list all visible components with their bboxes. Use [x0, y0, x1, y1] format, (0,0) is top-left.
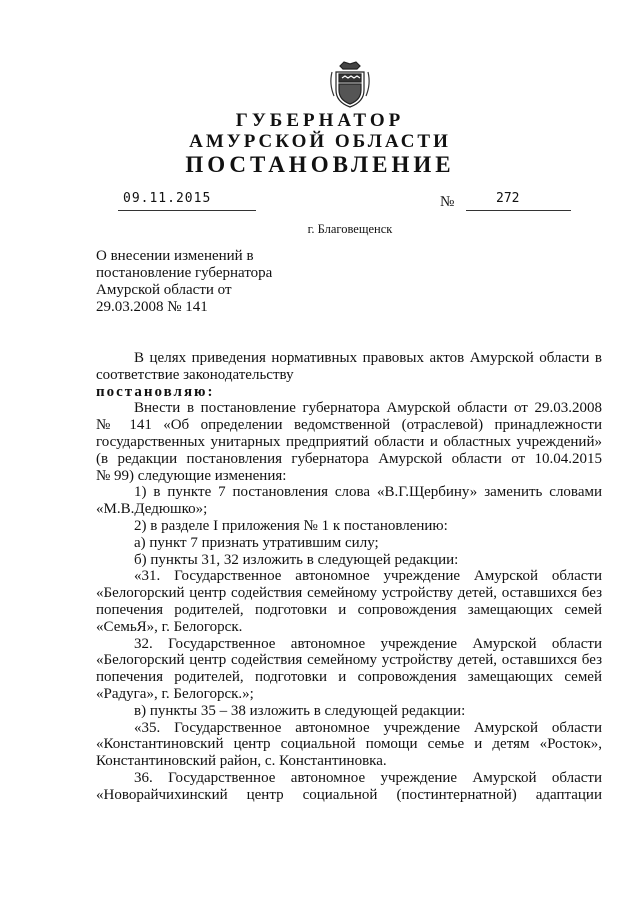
- body-text-line: 36. Государственное автономное учреждение Амурской области: [134, 769, 602, 786]
- body-text-line: «31. Государственное автономное учреждение Амурской области: [134, 568, 602, 585]
- body-text-line: В целях приведения нормативных правовых актов Амурской области в: [134, 350, 602, 366]
- body-text-line: № 99) следующие изменения:: [96, 467, 287, 484]
- body-text-line: в) пункты 35 – 38 изложить в следующей редакции:: [134, 702, 466, 719]
- number-underline: [466, 210, 571, 211]
- body-text-line: б) пункты 31, 32 изложить в следующей редакции:: [134, 551, 459, 568]
- body-text-line: «СемьЯ», г. Белогорск.: [96, 618, 243, 635]
- body-text-line: попечения родителей, подготовки и сопровождения замещающих семей: [96, 669, 602, 686]
- header-title-region: АМУРСКОЙ ОБЛАСТИ: [189, 131, 451, 152]
- body-text-line: «Новорайчихинский центр социальной (постинтернатной) адаптации: [96, 786, 602, 803]
- body-text-line: «Белогорский центр содействия семейному устройству детей, оставшихся без: [96, 652, 602, 669]
- body-text-line: Внести в постановление губернатора Амурской области от 29.03.2008: [134, 400, 602, 417]
- header-title-governor: ГУБЕРНАТОР: [235, 110, 405, 131]
- document-type-title: ПОСТАНОВЛЕНИЕ: [185, 152, 455, 177]
- coat-of-arms-emblem: [326, 60, 374, 110]
- body-text-line: 32. Государственное автономное учреждение Амурской области: [134, 635, 602, 652]
- body-text-line: № 141 «Об определении ведомственной (отраслевой) принадлежности: [96, 417, 602, 434]
- subject-line: 29.03.2008 № 141: [96, 299, 208, 315]
- body-text-line: 2) в разделе I приложения № 1 к постановлению:: [134, 517, 448, 534]
- body-text-line: «М.В.Дедюшко»;: [96, 501, 208, 518]
- body-text-line: попечения родителей, подготовки и сопровождения замещающих семей: [96, 601, 602, 618]
- body-text-line: «Белогорский центр содействия семейному устройству детей, оставшихся без: [96, 585, 602, 602]
- body-text-line: государственных унитарных предприятий области и областных учреждений»: [96, 433, 602, 450]
- body-text-line: Константиновский район, с. Константиновка.: [96, 753, 387, 770]
- body-text-line: соответствие законодательству: [96, 366, 294, 383]
- body-text-line: постановляю:: [96, 383, 215, 400]
- body-text-line: «35. Государственное автономное учреждение Амурской области: [134, 719, 602, 736]
- document-body: [96, 350, 602, 804]
- date-underline: [118, 210, 256, 211]
- city-label: г. Благовещенск: [307, 222, 393, 236]
- subject-line: постановление губернатора: [96, 265, 273, 281]
- document-date: 09.11.2015: [123, 191, 212, 206]
- number-sign: №: [440, 194, 455, 210]
- body-text-line: (в редакции постановления губернатора Амурской области от 10.04.2015: [96, 450, 602, 467]
- subject-line: Амурской области от: [96, 282, 232, 298]
- body-text-line: «Константиновский центр социальной помощи семье и детям «Росток»,: [96, 736, 602, 753]
- document-number: 272: [496, 191, 520, 206]
- body-text-line: а) пункт 7 признать утратившим силу;: [134, 534, 379, 551]
- body-text-line: 1) в пункте 7 постановления слова «В.Г.Щербину» заменить словами: [134, 484, 602, 501]
- subject-line: О внесении изменений в: [96, 248, 254, 264]
- document-subject: [96, 248, 272, 316]
- body-text-line: «Радуга», г. Белогорск.»;: [96, 685, 254, 702]
